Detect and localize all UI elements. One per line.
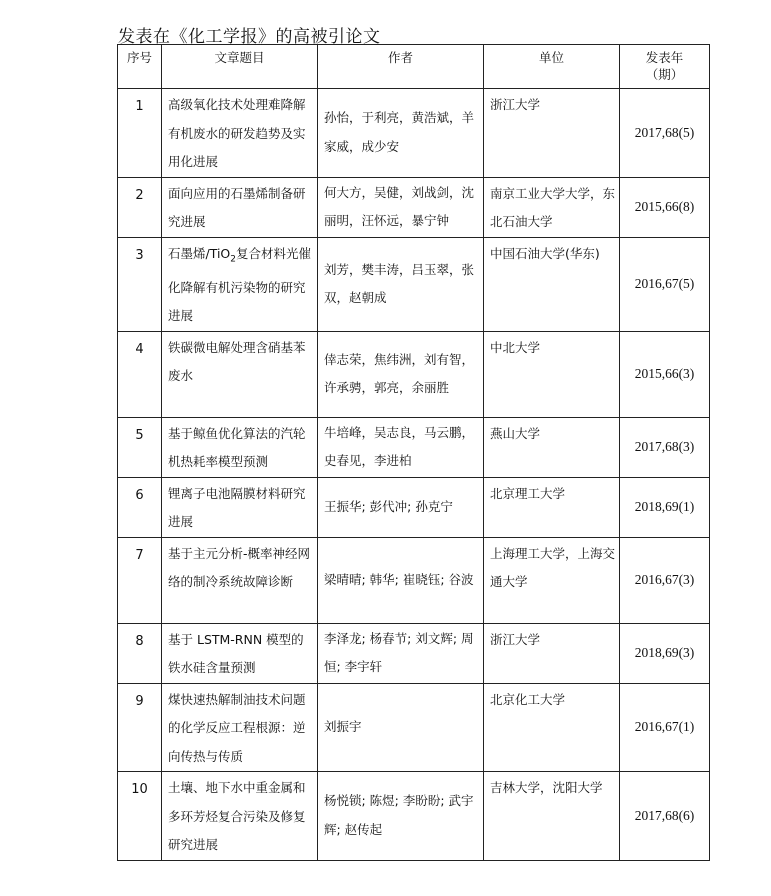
paper-year: 2017,68(5) bbox=[620, 89, 710, 178]
paper-title bbox=[162, 237, 318, 331]
paper-title: 基于鲸鱼优化算法的汽轮机热耗率模型预测 bbox=[162, 417, 318, 477]
paper-authors: 刘振宇 bbox=[318, 683, 484, 772]
paper-title: 煤快速热解制油技术问题的化学反应工程根源：逆向传热与传质 bbox=[162, 683, 318, 772]
table-header-row bbox=[118, 45, 710, 89]
paper-authors: 何大方，吴健，刘战剑，沈丽明，汪怀远，暴宁钟 bbox=[318, 177, 484, 237]
row-number: 1 bbox=[118, 89, 162, 178]
paper-year: 2017,68(6) bbox=[620, 772, 710, 861]
paper-year: 2016,67(3) bbox=[620, 537, 710, 623]
paper-authors: 孙怡，于利亮，黄浩斌，羊家威，成少安 bbox=[318, 89, 484, 178]
paper-unit: 中北大学 bbox=[484, 331, 620, 417]
paper-year: 2018,69(3) bbox=[620, 623, 710, 683]
paper-authors: 倖志荣，焦纬洲，刘有智，许承骋，郭亮，余丽胜 bbox=[318, 331, 484, 417]
header-year bbox=[620, 45, 710, 89]
header-year-line2: （期） bbox=[645, 67, 684, 82]
paper-year: 2018,69(1) bbox=[620, 477, 710, 537]
paper-title-pre: 石墨烯/TiO bbox=[168, 245, 231, 261]
paper-title: 基于 LSTM-RNN 模型的铁水硅含量预测 bbox=[162, 623, 318, 683]
row-number: 7 bbox=[118, 537, 162, 623]
paper-unit: 吉林大学，沈阳大学 bbox=[484, 772, 620, 861]
paper-authors: 刘芳，樊丰涛，吕玉翠，张双，赵朝成 bbox=[318, 237, 484, 331]
paper-title: 面向应用的石墨烯制备研究进展 bbox=[162, 177, 318, 237]
paper-unit: 浙江大学 bbox=[484, 623, 620, 683]
table-row bbox=[118, 537, 710, 623]
table-row bbox=[118, 772, 710, 861]
table-row bbox=[118, 89, 710, 178]
paper-unit: 北京化工大学 bbox=[484, 683, 620, 772]
paper-unit: 浙江大学 bbox=[484, 89, 620, 178]
paper-title: 高级氧化技术处理难降解有机废水的研发趋势及实用化进展 bbox=[162, 89, 318, 178]
row-number: 4 bbox=[118, 331, 162, 417]
paper-authors: 李泽龙; 杨春节; 刘文辉; 周恒; 李宇轩 bbox=[318, 623, 484, 683]
row-number: 6 bbox=[118, 477, 162, 537]
row-number: 9 bbox=[118, 683, 162, 772]
paper-title: 基于主元分析-概率神经网络的制冷系统故障诊断 bbox=[162, 537, 318, 623]
table-row bbox=[118, 683, 710, 772]
paper-year: 2015,66(3) bbox=[620, 331, 710, 417]
paper-title: 土壤、地下水中重金属和多环芳烃复合污染及修复研究进展 bbox=[162, 772, 318, 861]
paper-authors: 王振华; 彭代冲; 孙克宁 bbox=[318, 477, 484, 537]
paper-unit: 北京理工大学 bbox=[484, 477, 620, 537]
row-number: 8 bbox=[118, 623, 162, 683]
row-number: 5 bbox=[118, 417, 162, 477]
header-title: 文章题目 bbox=[162, 45, 318, 89]
paper-title-post: 复合材料光催化降解有机污染物的研究进展 bbox=[168, 245, 312, 323]
paper-unit: 南京工业大学大学，东北石油大学 bbox=[484, 177, 620, 237]
table-row bbox=[118, 331, 710, 417]
table-row bbox=[118, 177, 710, 237]
paper-title-subscript: 2 bbox=[230, 254, 237, 264]
paper-unit: 上海理工大学，上海交通大学 bbox=[484, 537, 620, 623]
header-authors: 作者 bbox=[318, 45, 484, 89]
header-no: 序号 bbox=[118, 45, 162, 89]
papers-table bbox=[117, 44, 710, 861]
paper-authors: 牛培峰，吴志良，马云鹏，史春见，李进柏 bbox=[318, 417, 484, 477]
paper-year: 2017,68(3) bbox=[620, 417, 710, 477]
paper-title: 锂离子电池隔膜材料研究进展 bbox=[162, 477, 318, 537]
header-year-line1: 发表年 bbox=[645, 50, 684, 65]
paper-unit: 燕山大学 bbox=[484, 417, 620, 477]
table-row bbox=[118, 623, 710, 683]
paper-year: 2015,66(8) bbox=[620, 177, 710, 237]
document-title: 发表在《化工学报》的高被引论文 bbox=[118, 27, 381, 47]
paper-authors: 梁晴晴; 韩华; 崔晓钰; 谷波 bbox=[318, 537, 484, 623]
table-row bbox=[118, 237, 710, 331]
paper-authors: 杨悦锁; 陈煜; 李盼盼; 武宇辉; 赵传起 bbox=[318, 772, 484, 861]
paper-unit: 中国石油大学(华东) bbox=[484, 237, 620, 331]
header-unit: 单位 bbox=[484, 45, 620, 89]
paper-year: 2016,67(1) bbox=[620, 683, 710, 772]
row-number: 2 bbox=[118, 177, 162, 237]
row-number: 10 bbox=[118, 772, 162, 861]
table-row bbox=[118, 417, 710, 477]
paper-title: 铁碳微电解处理含硝基苯废水 bbox=[162, 331, 318, 417]
row-number: 3 bbox=[118, 237, 162, 331]
table-row bbox=[118, 477, 710, 537]
paper-year: 2016,67(5) bbox=[620, 237, 710, 331]
